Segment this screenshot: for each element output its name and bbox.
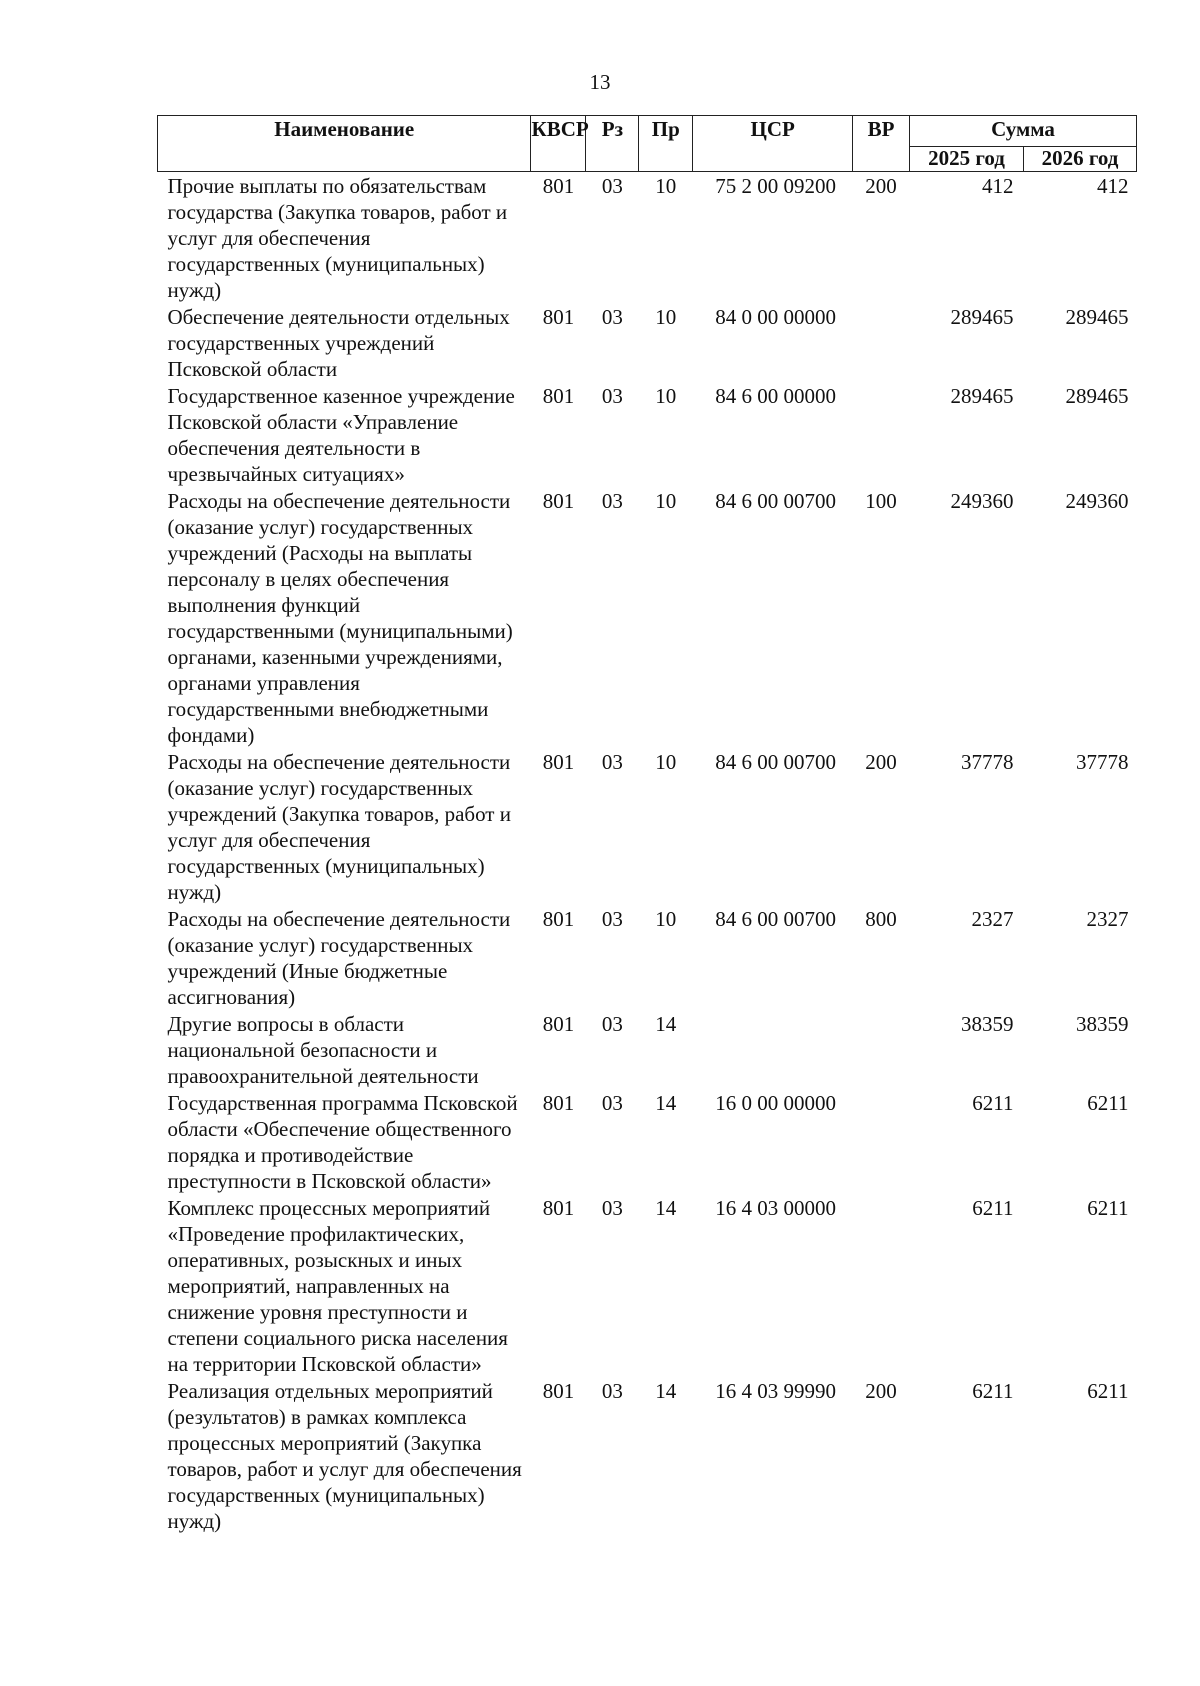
table-row xyxy=(158,172,1137,304)
row-name: Расходы на обеспечение деятельности (оказание услуг) государственных учреждений (Закупка товаров, работ и услуг для обеспечения государственных (муниципальных) нужд) xyxy=(167,750,511,904)
table-row xyxy=(158,382,1137,487)
row-pr: 14 xyxy=(655,1012,677,1036)
row-kvsr: 801 xyxy=(542,305,575,329)
row-sum-2026: 6211 xyxy=(1087,1196,1129,1220)
header-year-2025: 2025 год xyxy=(910,147,1024,172)
row-sum-2025: 6211 xyxy=(972,1091,1014,1115)
row-sum-2025: 412 xyxy=(981,174,1014,198)
row-vr: 800 xyxy=(865,907,897,931)
table-row xyxy=(158,1010,1137,1089)
table-header xyxy=(158,116,1137,172)
row-sum-2025: 38359 xyxy=(960,1012,1014,1036)
row-csr: 84 6 00 00000 xyxy=(715,384,837,408)
row-csr: 16 0 00 00000 xyxy=(715,1091,837,1115)
table-row xyxy=(158,303,1137,382)
row-vr: 100 xyxy=(865,489,897,513)
row-csr: 84 6 00 00700 xyxy=(715,750,837,774)
header-kvsr: КВСР xyxy=(531,116,586,172)
header-pr: Пр xyxy=(639,116,693,172)
row-sum-2026: 38359 xyxy=(1076,1012,1129,1036)
row-sum-2025: 6211 xyxy=(972,1379,1014,1403)
row-vr: 200 xyxy=(865,750,897,774)
row-pr: 14 xyxy=(655,1379,677,1403)
row-sum-2026: 289465 xyxy=(1065,305,1129,329)
row-kvsr: 801 xyxy=(542,1091,575,1115)
row-sum-2025: 289465 xyxy=(950,305,1014,329)
row-rz: 03 xyxy=(601,1012,623,1036)
row-pr: 10 xyxy=(655,750,677,774)
row-rz: 03 xyxy=(601,174,623,198)
row-rz: 03 xyxy=(601,1196,623,1220)
row-pr: 14 xyxy=(655,1091,677,1115)
row-pr: 10 xyxy=(655,305,677,329)
row-csr: 84 6 00 00700 xyxy=(715,907,837,931)
row-vr: 200 xyxy=(865,174,897,198)
row-vr xyxy=(853,1089,910,1194)
row-csr: 75 2 00 09200 xyxy=(715,174,837,198)
row-csr xyxy=(693,1010,853,1089)
row-sum-2025: 6211 xyxy=(972,1196,1014,1220)
row-name: Расходы на обеспечение деятельности (оказание услуг) государственных учреждений (Расходы на выплаты персоналу в целях обеспечения выполнения функций государственными (муниципальными) органами, казенными учреждениями, органами управления государственными внебюджетными фондами) xyxy=(167,489,513,747)
table-body xyxy=(158,172,1137,1535)
row-pr: 10 xyxy=(655,174,677,198)
row-sum-2026: 37778 xyxy=(1076,750,1129,774)
row-name: Государственное казенное учреждение Псковской области «Управление обеспечения деятельности в чрезвычайных ситуациях» xyxy=(167,384,515,486)
row-csr: 16 4 03 00000 xyxy=(715,1196,837,1220)
row-sum-2026: 412 xyxy=(1097,174,1129,198)
row-csr: 16 4 03 99990 xyxy=(715,1379,837,1403)
row-rz: 03 xyxy=(601,1091,623,1115)
row-rz: 03 xyxy=(601,489,623,513)
row-sum-2025: 249360 xyxy=(950,489,1014,513)
table-row xyxy=(158,487,1137,748)
row-rz: 03 xyxy=(601,305,623,329)
row-name: Обеспечение деятельности отдельных государственных учреждений Псковской области xyxy=(167,305,510,381)
row-kvsr: 801 xyxy=(542,1196,575,1220)
header-sum: Сумма xyxy=(910,116,1137,147)
table-row xyxy=(158,748,1137,905)
row-pr: 10 xyxy=(655,907,677,931)
row-name: Реализация отдельных мероприятий (результатов) в рамках комплекса процессных мероприятий (Закупка товаров, работ и услуг для обеспечения государственных (муниципальных) нужд) xyxy=(167,1379,522,1533)
row-sum-2025: 2327 xyxy=(971,907,1014,931)
row-name: Расходы на обеспечение деятельности (оказание услуг) государственных учреждений (Иные бюджетные ассигнования) xyxy=(167,907,511,1009)
row-sum-2026: 249360 xyxy=(1065,489,1129,513)
header-rz: Рз xyxy=(586,116,639,172)
row-name: Прочие выплаты по обязательствам государства (Закупка товаров, работ и услуг для обеспечения государственных (муниципальных) нужд) xyxy=(167,174,508,302)
table-row xyxy=(158,905,1137,1010)
row-sum-2025: 289465 xyxy=(950,384,1014,408)
row-vr xyxy=(853,303,910,382)
row-rz: 03 xyxy=(601,750,623,774)
row-kvsr: 801 xyxy=(542,384,575,408)
row-rz: 03 xyxy=(601,1379,623,1403)
row-pr: 10 xyxy=(655,384,677,408)
row-kvsr: 801 xyxy=(542,750,575,774)
row-sum-2026: 289465 xyxy=(1065,384,1129,408)
header-name: Наименование xyxy=(158,116,531,172)
row-kvsr: 801 xyxy=(542,174,575,198)
row-kvsr: 801 xyxy=(542,1012,575,1036)
row-name: Комплекс процессных мероприятий «Проведение профилактических, оперативных, розыскных и иных мероприятий, направленных на снижение уровня преступности и степени социального риска населения на территории Псковской области» xyxy=(167,1196,508,1376)
row-pr: 10 xyxy=(655,489,677,513)
row-vr: 200 xyxy=(865,1379,897,1403)
table-row xyxy=(158,1089,1137,1194)
row-kvsr: 801 xyxy=(542,1379,575,1403)
page-number: 13 xyxy=(589,70,611,94)
table-row xyxy=(158,1194,1137,1377)
row-csr: 84 0 00 00000 xyxy=(715,305,837,329)
row-vr xyxy=(853,1194,910,1377)
row-name: Государственная программа Псковской области «Обеспечение общественного порядка и противодействие преступности в Псковской области» xyxy=(167,1091,518,1193)
row-sum-2026: 6211 xyxy=(1087,1379,1129,1403)
row-rz: 03 xyxy=(601,907,623,931)
row-kvsr: 801 xyxy=(542,489,575,513)
header-vr: ВР xyxy=(853,116,910,172)
row-kvsr: 801 xyxy=(542,907,575,931)
row-sum-2025: 37778 xyxy=(960,750,1014,774)
budget-table xyxy=(157,115,1137,1534)
row-rz: 03 xyxy=(601,384,623,408)
row-name: Другие вопросы в области национальной безопасности и правоохранительной деятельности xyxy=(167,1012,479,1088)
header-csr: ЦСР xyxy=(693,116,853,172)
row-vr xyxy=(853,382,910,487)
row-csr: 84 6 00 00700 xyxy=(715,489,837,513)
header-year-2026: 2026 год xyxy=(1023,147,1136,172)
row-pr: 14 xyxy=(655,1196,677,1220)
table-row xyxy=(158,1377,1137,1534)
row-vr xyxy=(853,1010,910,1089)
row-sum-2026: 2327 xyxy=(1086,907,1129,931)
row-sum-2026: 6211 xyxy=(1087,1091,1129,1115)
